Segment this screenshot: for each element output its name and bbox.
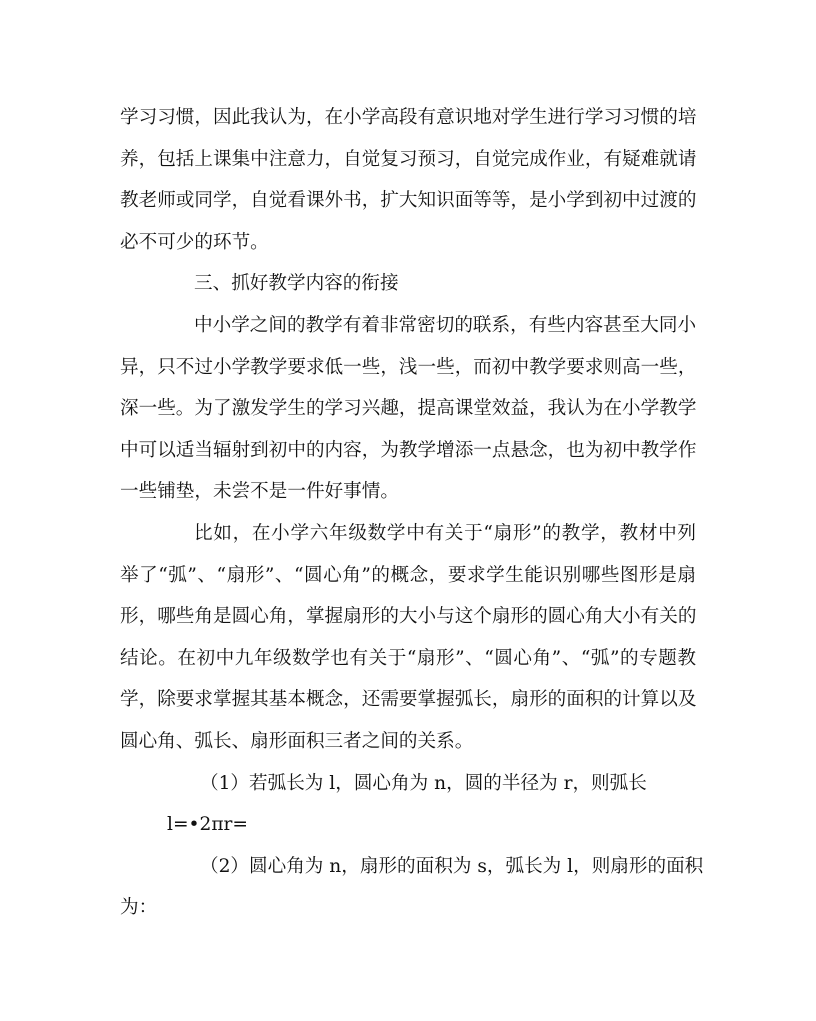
paragraph-line: 学习习惯，因此我认为，在小学高段有意识地对学生进行学习习惯的培: [120, 107, 697, 128]
paragraph-line: 深一些。为了激发学生的学习兴趣，提高课堂效益，我认为在小学教学: [120, 398, 697, 420]
formula: l=•2πr=: [167, 814, 249, 836]
paragraph-line: 异，只不过小学教学要求低一些，浅一些，而初中教学要求则高一些，: [120, 356, 697, 378]
paragraph-line: 学，除要求掌握其基本概念，还需要掌握弧长，扇形的面积的计算以及: [120, 689, 697, 711]
paragraph-line: 必不可少的环节。: [120, 231, 269, 253]
paragraph-line: 教老师或同学，自觉看课外书，扩大知识面等等，是小学到初中过渡的: [120, 190, 697, 212]
list-item: （1）若弧长为 l，圆心角为 n，圆的半径为 r，则弧长: [200, 772, 647, 794]
paragraph-line: 举了“弧”、“扇形”、“圆心角”的概念，要求学生能识别哪些图形是扇: [120, 564, 696, 586]
paragraph-line: 养，包括上课集中注意力，自觉复习预习，自觉完成作业，有疑难就请: [120, 148, 697, 170]
paragraph-line: 圆心角、弧长、扇形面积三者之间的关系。: [120, 730, 474, 752]
paragraph-line: 一些铺垫，未尝不是一件好事情。: [120, 481, 399, 503]
paragraph-line: 形，哪些角是圆心角，掌握扇形的大小与这个扇形的圆心角大小有关的: [120, 606, 697, 628]
paragraph-line: 中可以适当辐射到初中的内容，为教学增添一点悬念，也为初中教学作: [120, 439, 697, 461]
paragraph-line: 结论。在初中九年级数学也有关于“扇形”、“圆心角”、“弧”的专题教: [120, 647, 696, 669]
paragraph-line: 中小学之间的教学有着非常密切的联系，有些内容甚至大同小: [194, 314, 697, 336]
section-heading: 三、抓好教学内容的衔接: [194, 273, 399, 295]
list-item: （2）圆心角为 n，扇形的面积为 s，弧长为 l，则扇形的面积: [200, 855, 704, 877]
paragraph-line: 比如，在小学六年级数学中有关于“扇形”的教学，教材中列: [194, 522, 696, 544]
document-body: [120, 97, 704, 929]
list-item-continuation: 为：: [120, 897, 158, 919]
